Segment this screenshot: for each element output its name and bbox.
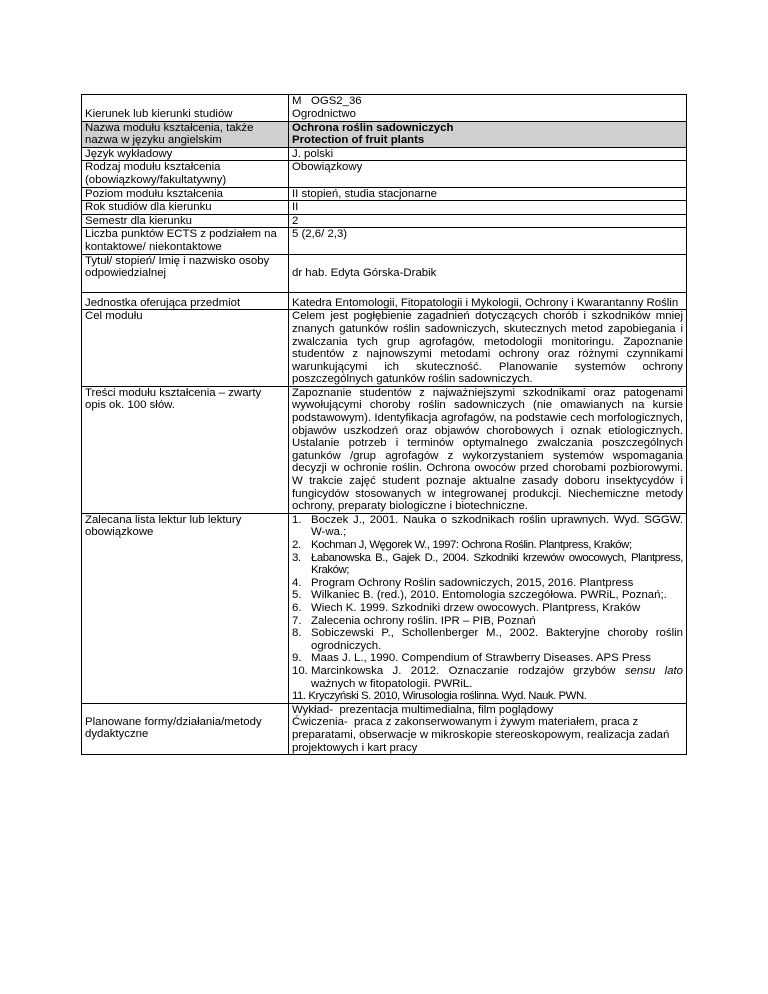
content-label: Treści modułu kształcenia – zwarty opis ok. 100 słów.: [82, 386, 289, 513]
module-name-label: Nazwa modułu kształcenia, także nazwa w języku angielskim: [82, 121, 289, 147]
reading-number: 4.: [292, 576, 302, 589]
semester-value: 2: [289, 214, 687, 228]
row-semester: [82, 214, 687, 228]
code-and-field-cell: [289, 95, 687, 122]
row-content: [82, 386, 687, 513]
reading-number: 3.: [292, 551, 301, 564]
row-methods: [82, 703, 687, 754]
row-responsible-person: [82, 254, 687, 292]
reading-text-tail: ważnych w fitopatologii. PWRiL.: [311, 677, 473, 690]
language-value: J. polski: [289, 147, 687, 161]
reading-number: 2.: [292, 539, 301, 551]
reading-text: Kochman J, Węgorek W., 1997: Ochrona Roślin. Plantpress, Kraków;: [311, 539, 632, 551]
module-name-cell: [289, 121, 687, 147]
module-name-pl: Ochrona roślin sadowniczych: [292, 121, 454, 134]
reading-item: [292, 577, 683, 590]
reading-item: [292, 552, 683, 577]
field-label: Kierunek lub kierunki studiów: [82, 95, 289, 122]
row-level: [82, 187, 687, 201]
row-module-name: [82, 121, 687, 147]
reading-text: Zalecenia ochrony roślin. IPR – PIB, Poznań: [311, 614, 536, 627]
row-type: [82, 161, 687, 187]
reading-text: Boczek J., 2001. Nauka o szkodnikach roślin uprawnych. Wyd. SGGW. W-wa.;: [311, 513, 683, 539]
type-value: Obowiązkowy: [289, 161, 687, 187]
module-name-en: Protection of fruit plants: [292, 134, 425, 147]
level-label: Poziom modułu kształcenia: [82, 187, 289, 201]
reading-text: Maas J. L., 1990. Compendium of Strawberry Diseases. APS Press: [311, 652, 651, 665]
reading-text: Sobiczewski P., Schollenberger M., 2002. Bakteryjne choroby roślin ogrodniczych.: [311, 627, 683, 652]
row-code-field: [82, 95, 687, 122]
reading-number: 11.: [292, 690, 306, 703]
reading-item: [292, 615, 683, 628]
reading-item: [292, 627, 683, 652]
person-label: Tytuł/ stopień/ Imię i nazwisko osoby odpowiedzialnej: [82, 254, 289, 292]
reading-number: 10.: [292, 664, 308, 677]
semester-label: Semestr dla kierunku: [82, 214, 289, 228]
reading-text: Program Ochrony Roślin sadowniczych, 2015, 2016. Plantpress: [311, 576, 634, 589]
reading-number: 1.: [292, 513, 302, 526]
level-value: II stopień, studia stacjonarne: [289, 187, 687, 201]
methods-lecture: Wykład- prezentacja multimedialna, film poglądowy: [292, 703, 554, 716]
module-description-table: [81, 94, 687, 755]
reading-text: Kryczyński S. 2010, Wirusologia roślinna. Wyd. Nauk. PWN.: [308, 690, 587, 703]
ects-label: Liczba punktów ECTS z podziałem na kontaktowe/ niekontaktowe: [82, 228, 289, 254]
reading-number: 9.: [292, 652, 302, 665]
content-value: Zapoznanie studentów z najważniejszymi szkodnikami oraz patogenami wywołującymi choroby roślin sadowniczych (nie omawianych na kursie podstawowym). Identyfikacja agrofagów, na podstawie cech morfologicznych, objawów uszkodzeń oraz objawów chorobowych i oznak etiologicznych. Ustalanie potrzeb i terminów optymalnego zwalczania poszczególnych gatunków /grup agrofagów z wykorzystaniem systemów wspomagania decyzji w ochronie roślin. Ochrona owoców przed chorobami pozbiorowymi. W trakcie zajęć student poznaje aktualne zasady doboru insektycydów i fungicydów stosowanych w integrowanej produkcji. Niechemiczne metody ochrony, preparaty biologiczne i biotechniczne.: [289, 386, 687, 513]
reading-text: Wilkaniec B. (red.), 2010. Entomologia szczegółowa. PWRiL, Poznań;.: [311, 589, 667, 602]
goal-label: Cel modułu: [82, 310, 289, 387]
row-unit: [82, 292, 687, 310]
year-value: II: [289, 201, 687, 215]
reading-text: Marcinkowska J. 2012. Oznaczanie rodzajów grzybów: [311, 664, 625, 677]
module-code: M OGS2_36: [292, 95, 362, 107]
person-value: dr hab. Edyta Górska-Drabik: [289, 254, 687, 292]
reading-text: Łabanowska B., Gajek D., 2004. Szkodniki krzewów owocowych, Plantpress, Kraków;: [311, 551, 683, 577]
reading-text-italic: sensu lato: [624, 664, 683, 677]
methods-label: Planowane formy/działania/metody dydaktyczne: [82, 703, 289, 754]
reading-number: 6.: [292, 601, 302, 614]
ects-value: 5 (2,6/ 2,3): [289, 228, 687, 254]
reading-item: [292, 652, 683, 665]
reading-item: [292, 514, 683, 539]
row-language: [82, 147, 687, 161]
row-readings: [82, 513, 687, 703]
reading-number: 7.: [292, 614, 302, 627]
reading-item: [292, 539, 683, 552]
field-value: Ogrodnictwo: [292, 107, 356, 120]
language-label: Język wykładowy: [82, 147, 289, 161]
reading-text: Wiech K. 1999. Szkodniki drzew owocowych. Plantpress, Kraków: [311, 601, 641, 614]
goal-value: Celem jest pogłębienie zagadnień dotyczących chorób i szkodników mniej znanych gatunków roślin sadowniczych, skutecznych metod zapobiegania i zwalczania tych grup agrofagów, metodologii monitoringu. Zapoznanie studentów z najnowszymi metodami ochrony oraz różnymi czynnikami warunkującymi ich skuteczność. Planowanie systemów ochrony poszczególnych gatunków roślin sadowniczych.: [289, 310, 687, 387]
unit-label: Jednostka oferująca przedmiot: [82, 292, 289, 310]
readings-list: [292, 514, 683, 703]
reading-item: [292, 589, 683, 602]
readings-cell: [289, 513, 687, 703]
methods-cell: [289, 703, 687, 754]
year-label: Rok studiów dla kierunku: [82, 201, 289, 215]
type-label: Rodzaj modułu kształcenia (obowiązkowy/fakultatywny): [82, 161, 289, 187]
methods-exercises: Ćwiczenia- praca z zakonserwowanym i żywym materiałem, praca z preparatami, obserwacje w mikroskopie stereoskopowym, realizacja zadań projektowych i kart pracy: [292, 716, 673, 754]
readings-label: Zalecana lista lektur lub lektury obowiązkowe: [82, 513, 289, 703]
reading-item: [292, 690, 683, 703]
reading-number: 8.: [292, 627, 302, 640]
reading-item: [292, 602, 683, 615]
row-goal: [82, 310, 687, 387]
reading-item: [292, 665, 683, 690]
unit-value: Katedra Entomologii, Fitopatologii i Mykologii, Ochrony i Kwarantanny Roślin: [289, 292, 687, 310]
row-ects: [82, 228, 687, 254]
reading-number: 5.: [292, 589, 302, 602]
row-year: [82, 201, 687, 215]
